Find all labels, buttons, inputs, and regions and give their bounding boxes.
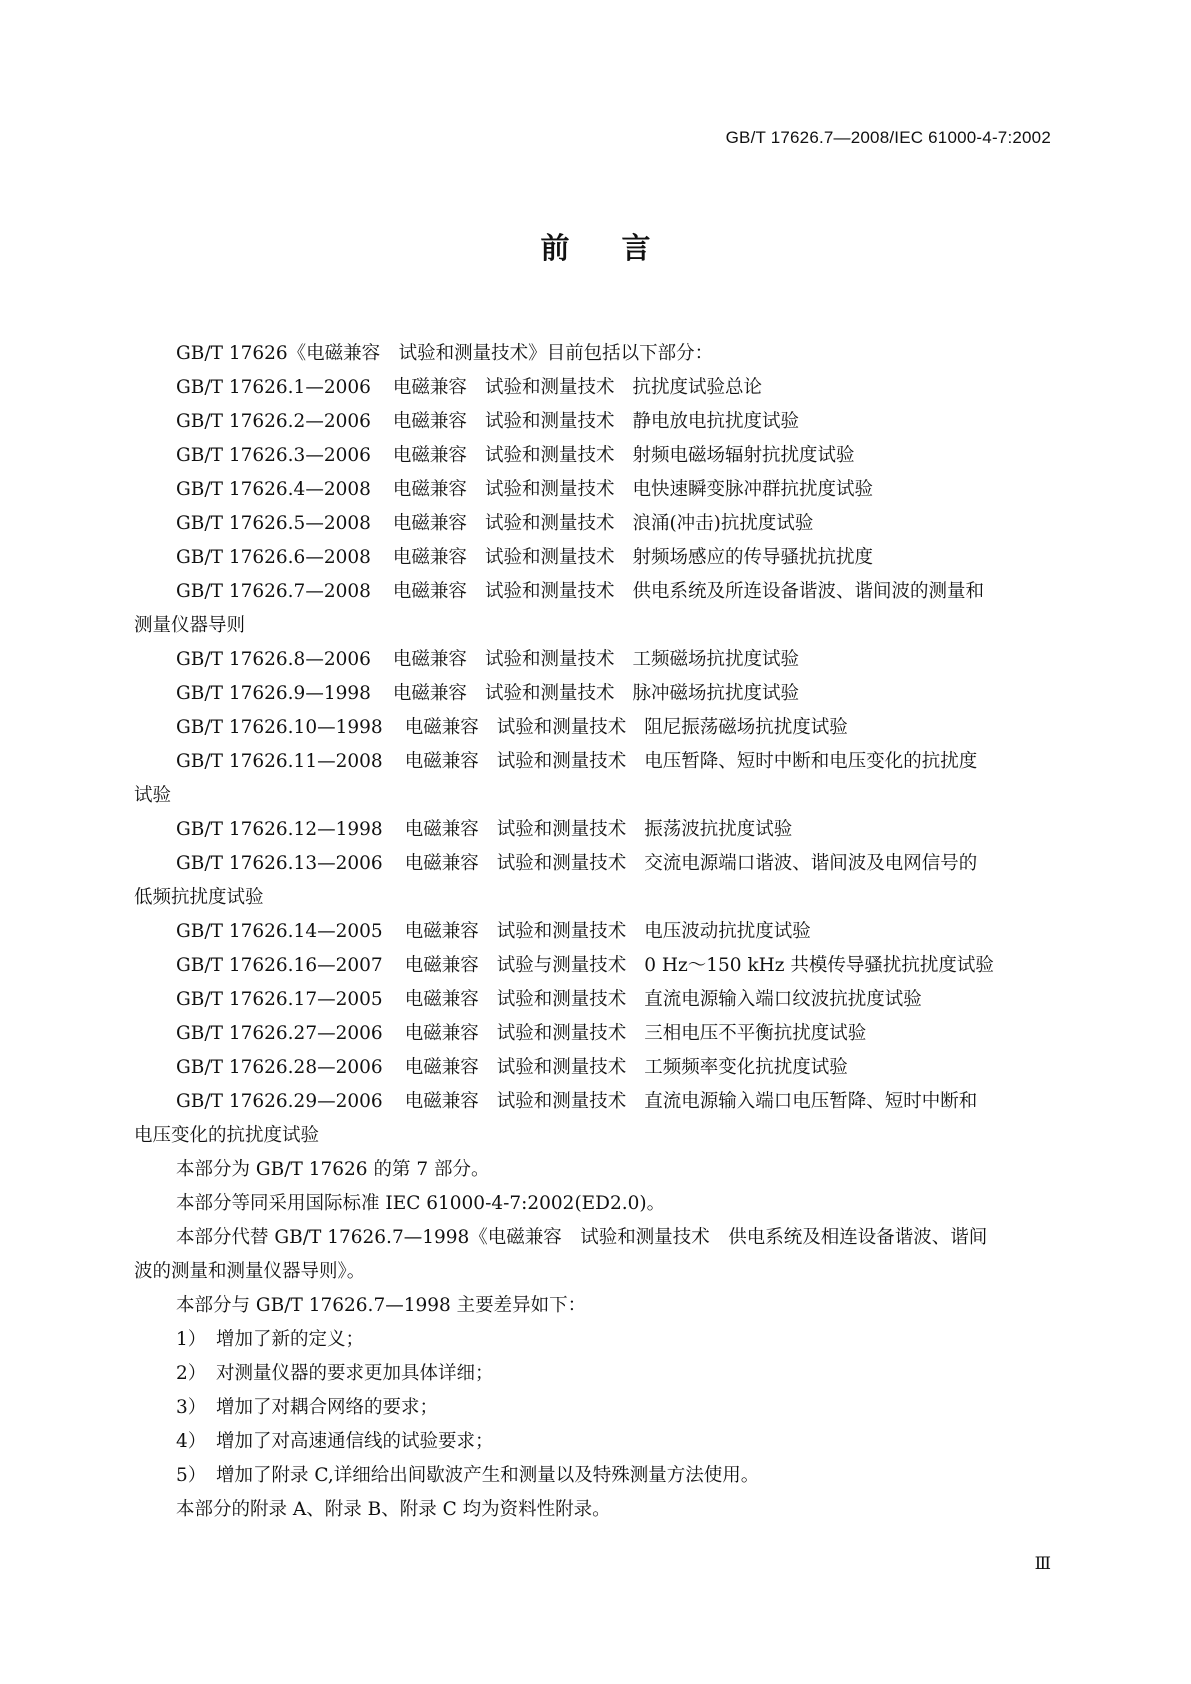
list-item: GB/T 17626.6—2008 电磁兼容 试验和测量技术 射频场感应的传导骚扰抗扰度 [176,547,873,568]
list-item: GB/T 17626.8—2006 电磁兼容 试验和测量技术 工频磁场抗扰度试验 [176,649,799,670]
list-item: GB/T 17626.28—2006 电磁兼容 试验和测量技术 工频频率变化抗扰度试验 [176,1057,848,1078]
paragraph: 本部分与 GB/T 17626.7—1998 主要差异如下： [176,1295,587,1316]
list-item: GB/T 17626.13—2006 电磁兼容 试验和测量技术 交流电源端口谐波、谐间波及电网信号的 [176,853,978,874]
list-item-continuation: 低频抗扰度试验 [134,887,264,908]
list-item: GB/T 17626.29—2006 电磁兼容 试验和测量技术 直流电源输入端口电压暂降、短时中断和 [176,1091,978,1112]
page-title: 前言 [540,231,703,265]
change-item: 5） 增加了附录 C,详细给出间歇波产生和测量以及特殊测量方法使用。 [176,1465,760,1486]
change-item: 4） 增加了对高速通信线的试验要求； [176,1431,494,1452]
paragraph: 本部分为 GB/T 17626 的第 7 部分。 [176,1159,490,1180]
list-item: GB/T 17626.12—1998 电磁兼容 试验和测量技术 振荡波抗扰度试验 [176,819,793,840]
list-item: GB/T 17626.11—2008 电磁兼容 试验和测量技术 电压暂降、短时中断和电压变化的抗扰度 [176,751,978,772]
paragraph-continuation: 波的测量和测量仪器导则》。 [134,1261,366,1282]
list-item-continuation: 试验 [134,785,172,806]
change-item: 3） 增加了对耦合网络的要求； [176,1397,439,1418]
list-item: GB/T 17626.1—2006 电磁兼容 试验和测量技术 抗扰度试验总论 [176,377,762,398]
list-item: GB/T 17626.27—2006 电磁兼容 试验和测量技术 三相电压不平衡抗扰度试验 [176,1023,867,1044]
list-item: GB/T 17626.2—2006 电磁兼容 试验和测量技术 静电放电抗扰度试验 [176,411,799,432]
list-item: GB/T 17626.14—2005 电磁兼容 试验和测量技术 电压波动抗扰度试验 [176,921,811,942]
change-item: 2） 对测量仪器的要求更加具体详细； [176,1363,494,1384]
list-item-continuation: 测量仪器导则 [134,615,246,636]
list-item: GB/T 17626.4—2008 电磁兼容 试验和测量技术 电快速瞬变脉冲群抗扰度试验 [176,479,873,500]
list-item: GB/T 17626.7—2008 电磁兼容 试验和测量技术 供电系统及所连设备谐波、谐间波的测量和 [176,581,984,602]
paragraph: 本部分代替 GB/T 17626.7—1998《电磁兼容 试验和测量技术 供电系统及相连设备谐波、谐间 [176,1227,988,1248]
list-item: GB/T 17626.10—1998 电磁兼容 试验和测量技术 阻尼振荡磁场抗扰度试验 [176,717,848,738]
intro-paragraph: GB/T 17626《电磁兼容 试验和测量技术》目前包括以下部分： [176,343,714,364]
standard-code-header: GB/T 17626.7—2008/IEC 61000-4-7:2002 [725,128,1051,147]
list-item: GB/T 17626.5—2008 电磁兼容 试验和测量技术 浪涌(冲击)抗扰度试验 [176,513,814,534]
list-item: GB/T 17626.9—1998 电磁兼容 试验和测量技术 脉冲磁场抗扰度试验 [176,683,799,704]
list-item: GB/T 17626.3—2006 电磁兼容 试验和测量技术 射频电磁场辐射抗扰度试验 [176,445,855,466]
paragraph: 本部分等同采用国际标准 IEC 61000-4-7:2002(ED2.0)。 [176,1193,666,1214]
list-item-continuation: 电压变化的抗扰度试验 [134,1125,320,1146]
page-number: Ⅲ [1034,1554,1051,1574]
document-body [134,337,1049,1527]
list-item: GB/T 17626.17—2005 电磁兼容 试验和测量技术 直流电源输入端口纹波抗扰度试验 [176,989,922,1010]
list-item: GB/T 17626.16—2007 电磁兼容 试验与测量技术 0 Hz～150 kHz 共模传导骚扰抗扰度试验 [176,955,994,976]
change-item: 1） 增加了新的定义； [176,1329,365,1350]
paragraph: 本部分的附录 A、附录 B、附录 C 均为资料性附录。 [176,1499,611,1520]
